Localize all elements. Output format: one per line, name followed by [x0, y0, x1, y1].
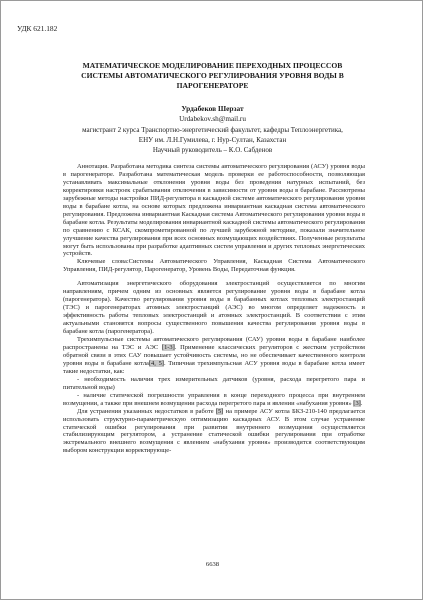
- citation-reference: [5]: [215, 407, 224, 415]
- paragraph-text: Для устранения указанных недостатков в работе: [77, 407, 216, 415]
- author-email: Urdabekov.sh@mail.ru: [179, 115, 246, 123]
- author-affiliation: [49, 125, 376, 156]
- citation-reference: [3]: [353, 399, 361, 407]
- body-paragraph: [63, 336, 365, 376]
- paragraph-text: Трехимпульсные системы автоматического регулирования (САУ) уровня воды в барабане наиболее распространены на ТЭС и АЭС: [63, 336, 365, 351]
- author-name: Урдабеков Шерзат: [181, 104, 244, 113]
- keywords-paragraph: Ключевые слова:Системы Автоматического Управления, Каскадная Система Автоматического Управления, ПИД-регулятор, Парогенератор, Уровень Воды, Передаточная функция.: [63, 258, 365, 274]
- paragraph-text: . Применение классических регуляторов с жестким устройством обратной связи в этих САУ повышает устойчивость системы, но не обеспечивает качественного контроля уровня воды в барабане котла: [63, 343, 365, 367]
- title-line: СИСТЕМЫ АВТОМАТИЧЕСКОГО РЕГУЛИРОВАНИЯ УРОВНЯ ВОДЫ В: [81, 71, 344, 80]
- page-number: 6638: [205, 561, 220, 568]
- article-title: [41, 61, 384, 91]
- list-item: [63, 392, 365, 408]
- paragraph-text: . Типичная трехимпульсная АСУ уровня воды в барабане котла имеет такие недостатки, как:: [63, 359, 365, 375]
- list-item: - необходимость наличия трех измерительных датчиков (уровня, расхода перегретого пара и питательной воды): [63, 375, 365, 391]
- citation-reference: [4, 5]: [148, 359, 164, 367]
- body-paragraph: [63, 408, 365, 456]
- udk-code: УДК 621.182: [17, 24, 58, 33]
- abstract-paragraph: Аннотация. Разработана методика синтеза системы автоматического регулирования (АСУ) уровня воды в парогенераторе. Разработана математическая модель проверки ее работоспособности, позволяющая устанавливать максимальные отклонения уровня воды без проведения натурных испытаний, без корректировки настроек срабатывания отключения в зависимости от уровня воды в барабане. Рассмотрены зарубежные методы настройки ПИД-регулятора в каскадной системе автоматического регулирования уровня воды в барабане котла, на основе которых предложена инвариантная каскадная система автоматического регулирования. Предложена инвариантная Каскадная система Автоматического регулирования уровня воды в барабане котла. Результаты моделирования инвариантной каскадной системы автоматического регулирования по сравнению с КСАК, скомпрометированной по лучшей зарубежной методике, показали значительное улучшение качества регулирования при всех основных возмущающих воздействиях. Полученные результаты могут быть использованы при разработке адаптивных систем управления и других тепловых энергетических устройств.: [63, 163, 365, 258]
- paragraph-text: - наличие статической погрешности управления в конце переходного процесса при внутреннем возмущении, а также при внешнем возмущении расхода перегретого пара и явлении «набухания уровня»: [63, 391, 365, 407]
- affiliation-line: ЕНУ им. Л.Н.Гумилева, г. Нур-Султан, Казахстан: [138, 136, 287, 145]
- paragraph-text: .: [360, 399, 363, 407]
- supervisor-line: Научный руководитель – К.О. Сабденов: [152, 146, 273, 155]
- article-body: [63, 163, 365, 455]
- body-paragraph: Автоматизация энергетического оборудования электростанций осуществляется по многим направлениям, причем одним из основных является регулирование уровня воды в барабане котла (парогенератора). Качество регулирования уровня воды в барабанных котлах тепловых электростанций (ТЭС) и парогенераторах атомных электростанций (АЭС) во многом определяет надежность и эффективность работы тепловых электростанций и атомных электростанций. В соответствии с этим актуальными становятся вопросы существенного повышения качества регулирования уровня воды в барабане котла (парогенератора).: [63, 280, 365, 336]
- paragraph-text: на примере АСУ котла БКЗ-210-140 предлагается использовать структурно-параметрическую оптимизацию каскадных АСУ. В этом случае устранение статической ошибки регулирования при развитии внутреннего возмущения осуществляется стабилизирующим регулятором, а устранение статической ошибки регулирования при отработке экстремального внешнего возмущения с явлением «набухания уровня» производится соответствующим выбором конструкции корректирующе-: [63, 407, 365, 455]
- title-line: ПАРОГЕНЕРАТОРЕ: [176, 81, 249, 90]
- citation-reference: [1-3]: [161, 343, 175, 351]
- title-line: МАТЕМАТИЧЕСКОЕ МОДЕЛИРОВАНИЕ ПЕРЕХОДНЫХ ПРОЦЕССОВ: [82, 61, 343, 70]
- affiliation-line: магистрант 2 курса Транспортно-энергетический факультет, кафедры Теплоэнергетика,: [82, 126, 343, 134]
